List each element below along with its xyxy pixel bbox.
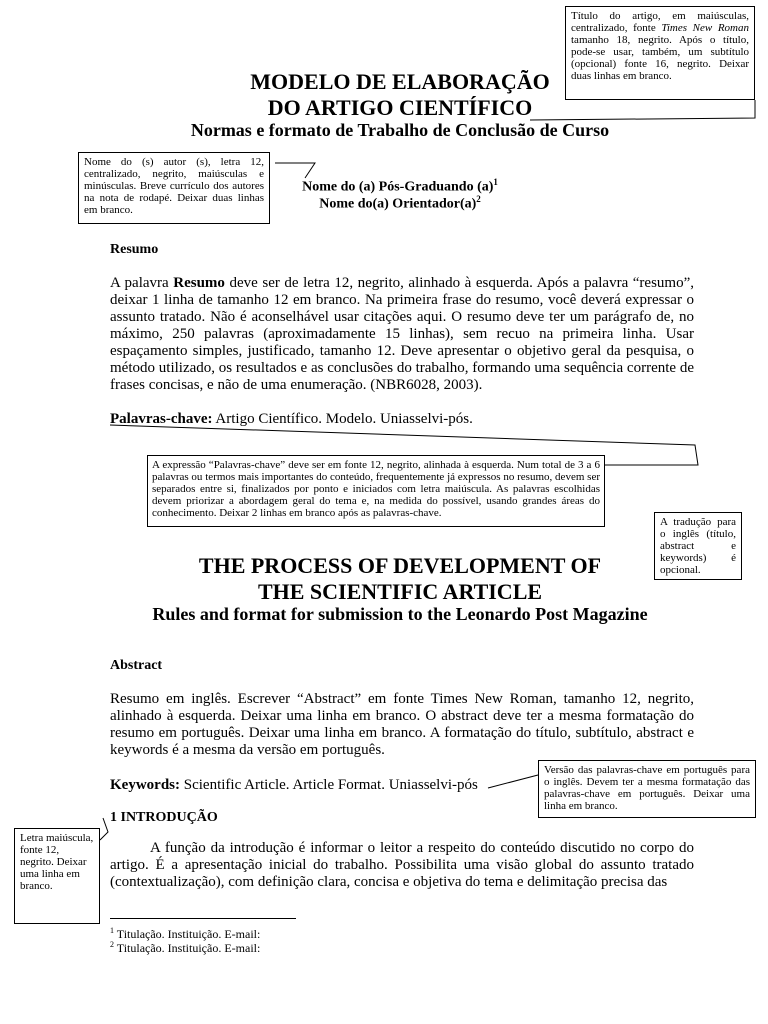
english-keywords-note: Versão das palavras-chave em português para o inglês. Devem ter a mesma formatação das palavras-chave em português. Deixar uma linha em branco. [538,760,756,818]
english-subtitle: Rules and format for submission to the Leonardo Post Magazine [152,604,648,624]
keywords-format-note: A expressão “Palavras-chave” deve ser em fonte 12, negrito, alinhada à esquerda. Num total de 3 a 6 palavras ou termos mais importantes do conteúdo, frequentemente já expressos no resumo, devem ser separados entre si, finalizados por ponto e iniciados com letra maiúscula. As palavras escolhidas devem priorizar a abordagem geral do tema e, na medida do possível, usando grandes áreas do conhecimento. Deixar 2 linhas em branco após as palavras-chave. [147,455,605,527]
abstract-paragraph: Resumo em inglês. Escrever “Abstract” em fonte Times New Roman, tamanho 12, negrito, alinhado à esquerda. Deixar uma linha em branco. O abstract deve ter a mesma formatação do resumo em português. Deixar uma linha em branco. A formatação do título, subtítulo, abstract e keywords é a mesma da versão em português. [110,691,694,758]
palavras-chave-line: Palavras-chave: Artigo Científico. Modelo. Uniasselvi-pós. [110,411,473,427]
advisor-name: Nome do(a) $Orientador(a)^2$ [319,194,481,212]
intro-paragraph: A função da introdução é informar o leitor a respeito do conteúdo discutido no corpo do artigo. É a apresentação inicial do trabalho. Possibilita uma visão global do assunto tratado (contextualização), com definição clara, concisa e objetiva do tema e delimitação precisa das [110,840,694,890]
english-title-line2: THE SCIENTIFIC ARTICLE [257,579,543,604]
footnote-1: $^1$ Titulação. Instituição. E-mail: [110,926,261,941]
author-name: Nome do (a) Pós-Graduando $(a)^1$ [302,177,498,195]
article-subtitle: Normas e formato de Trabalho de Conclusão de Curso [190,120,610,140]
footnote-2: $^2$ Titulação. Instituição. E-mail: [110,940,261,955]
resumo-paragraph: A palavra Resumo deve ser de letra 12, negrito, alinhado à esquerda. Após a palavra “resumo”, deixar 1 linha de tamanho 12 em branco. Na primeira frase do resumo, você deverá expressar o assunto tratado. Não é aconselhável usar citações aqui. O resumo deve ter um parágrafo de, no máximo, 250 palavras (aproximadamente 15 linhas), sem recuo na primeira linha. Usar espaçamento simples, justificado, tamanho 12. Deve apresentar o objetivo geral da pesquisa, o método utilizado, os resultados e as conclusões do trabalho, formando uma sequência corrente de frases concisas, e não de uma enumeração. (NBR6028, 2003). [110,275,695,393]
english-title-line1: THE PROCESS OF DEVELOPMENT OF [198,553,602,578]
footnote-separator [110,918,296,919]
keywords-line: Keywords: Scientific Article. Article Format. Uniasselvi-pós [110,777,478,793]
article-title-line2: DO ARTIGO CIENTÍFICO [267,95,533,120]
article-title-line1: MODELO DE ELABORAÇÃO [250,69,550,94]
intro-heading: 1 INTRODUÇÃO [110,810,218,825]
resumo-heading: Resumo [110,242,159,257]
author-format-note: Nome do (s) autor (s), letra 12, centralizado, negrito, maiúsculas e minúsculas. Breve currículo dos autores na nota de rodapé. Deixar duas linhas em branco. [78,152,270,224]
abstract-heading: Abstract [110,658,163,673]
heading-format-note: Letra maiúscula, fonte 12, negrito. Deixar uma linha em branco. [14,828,100,924]
translation-note: A tradução para o inglês (título, abstract e keywords) é opcional. [654,512,742,580]
font-name: Times New Roman [661,22,749,34]
title-format-note: Título do artigo, em maiúsculas, centralizado, fonte Times New Roman tamanho 18, negrito. Após o título, pode-se usar, também, um subtítulo (opcional) fonte 16, negrito. Deixar duas linhas em branco. [565,6,755,100]
